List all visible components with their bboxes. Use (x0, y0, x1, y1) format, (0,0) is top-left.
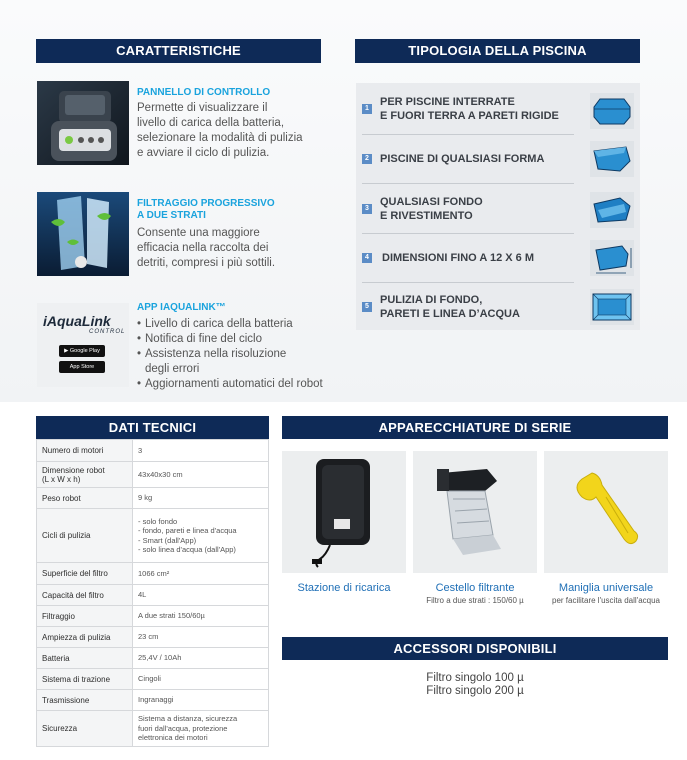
spec-value: Ingranaggi (133, 690, 269, 711)
list-item: • Aggiornamenti automatici del robot (137, 377, 352, 392)
app-store-badge[interactable] (59, 361, 105, 373)
pool-type-label (380, 195, 483, 223)
table-row (37, 440, 269, 462)
table-row (37, 488, 269, 509)
table-row (37, 585, 269, 606)
pool-types-header: TIPOLOGIA DELLA PISCINA (355, 39, 640, 63)
spec-value (133, 509, 269, 563)
tech-data-table (36, 439, 269, 747)
google-play-label: Google Play (69, 348, 100, 354)
universal-handle-image (544, 451, 668, 573)
pool-type-number: 4 (362, 253, 372, 263)
spec-value-line: fuori dall'acqua, protezione (138, 723, 228, 733)
app-store-label: App Store (69, 364, 95, 370)
feature-list-app (137, 317, 352, 392)
feature-text-filtration (137, 226, 327, 271)
spec-value: 3 (133, 440, 269, 462)
spec-value-line: elettronica dei motori (138, 733, 208, 743)
pool-type-number: 3 (362, 204, 372, 214)
spec-value: Cingoli (133, 669, 269, 690)
pool-type-number: 5 (362, 302, 372, 312)
iaqualink-logo: iAquaLink (43, 313, 111, 329)
equipment-name-universal-handle: Maniglia universale (558, 582, 654, 594)
spec-key: Ampiezza di pulizia (37, 627, 133, 648)
accessories-list (282, 672, 668, 698)
pool-type-label (380, 152, 544, 166)
pool-type-row (362, 136, 574, 182)
table-row (37, 690, 269, 711)
control-panel-image (37, 81, 129, 165)
spec-value-line: - solo linea d'acqua (dall'App) (138, 545, 236, 554)
spec-value: 43x40x30 cm (133, 462, 269, 488)
equipment-name-charging-station: Stazione di ricarica (297, 582, 391, 594)
table-row (37, 669, 269, 690)
pool-type-label (382, 251, 534, 265)
feature-text-control-panel (137, 101, 327, 161)
pool-type-line: E RIVESTIMENTO (380, 210, 473, 222)
list-item-continuation: degli errori (145, 363, 200, 375)
spec-value: 23 cm (133, 627, 269, 648)
iaqualink-app-image (37, 303, 129, 387)
spec-key: Numero di motori (37, 440, 133, 462)
spec-key: Cicli di pulizia (37, 509, 133, 563)
pool-type-row (362, 235, 574, 281)
accessory-item: Filtro singolo 100 µ (426, 672, 524, 684)
spec-key: Filtraggio (37, 606, 133, 627)
iaqualink-logo-sub: CONTROL (89, 329, 126, 335)
feature-title-line: FILTRAGGIO PROGRESSIVO (137, 198, 275, 209)
spec-value: 25,4V / 10Ah (133, 648, 269, 669)
spec-key: Peso robot (37, 488, 133, 509)
characteristics-header: CARATTERISTICHE (36, 39, 321, 63)
table-row (37, 627, 269, 648)
round-pool-icon (590, 93, 634, 129)
feature-title-filtration (137, 198, 275, 222)
spec-key-line: (L x W x h) (42, 474, 81, 484)
pool-type-line: DIMENSIONI FINO A 12 X 6 M (382, 252, 534, 264)
tech-data-header: DATI TECNICI (36, 416, 269, 439)
feature-title-line: A DUE STRATI (137, 210, 206, 221)
spec-value-line: - fondo, pareti e linea d'acqua (138, 526, 237, 535)
spec-key (37, 462, 133, 488)
pool-type-number: 2 (362, 154, 372, 164)
pool-type-row (362, 284, 574, 330)
pool-type-number: 1 (362, 104, 372, 114)
pool-type-line: E FUORI TERRA A PARETI RIGIDE (380, 110, 559, 122)
equipment-sub-universal-handle: per facilitare l'uscita dall'acqua (552, 596, 660, 605)
spec-key: Sistema di trazione (37, 669, 133, 690)
equipment-sub-filter-basket: Filtro a due strati : 150/60 µ (426, 596, 524, 605)
filtration-image (37, 192, 129, 276)
pool-type-label (380, 95, 559, 123)
feature-line: Consente una maggiore (137, 227, 260, 239)
pool-type-line: QUALSIASI FONDO (380, 196, 483, 208)
spec-value-line: - solo fondo (138, 516, 178, 526)
equipment-name-filter-basket: Cestello filtrante (435, 582, 515, 594)
feature-title-control-panel: PANNELLO DI CONTROLLO (137, 87, 271, 98)
table-row (37, 711, 269, 747)
feature-line: Permette di visualizzare il (137, 102, 268, 114)
feature-line: selezionare la modalità di pulizia (137, 132, 303, 144)
spec-key: Superficie del filtro (37, 563, 133, 585)
spec-value: A due strati 150/60µ (133, 606, 269, 627)
pool-type-line: PISCINE DI QUALSIASI FORMA (380, 153, 545, 165)
list-item-text: Assistenza nella risoluzione (145, 348, 287, 360)
pool-type-row (362, 186, 574, 232)
pool-walls-icon (590, 289, 634, 325)
spec-value: 9 kg (133, 488, 269, 509)
list-item: • Notifica di fine del ciclo (137, 332, 352, 347)
feature-line: livello di carica della batteria, (137, 117, 285, 129)
divider (362, 233, 574, 234)
spec-value-line: Sistema a distanza, sicurezza (138, 714, 238, 724)
google-play-badge[interactable]: ▶ Google Play (59, 345, 105, 357)
pool-type-label (380, 293, 520, 321)
spec-value: 1066 cm² (133, 563, 269, 585)
accessory-item: Filtro singolo 200 µ (426, 685, 524, 697)
table-row (37, 509, 269, 563)
pool-type-line: PARETI E LINEA D’ACQUA (380, 308, 520, 320)
pool-dimensions-icon (590, 240, 634, 276)
divider (362, 183, 574, 184)
list-item (137, 347, 352, 377)
accessories-header: ACCESSORI DISPONIBILI (282, 637, 668, 660)
table-row (37, 462, 269, 488)
list-item: • Livello di carica della batteria (137, 317, 352, 332)
standard-equipment-header: APPARECCHIATURE DI SERIE (282, 416, 668, 439)
divider (362, 282, 574, 283)
pool-type-line: PULIZIA DI FONDO, (380, 294, 483, 306)
charging-station-image (282, 451, 406, 573)
divider (362, 134, 574, 135)
spec-value-line: - Smart (dall'App) (138, 535, 197, 545)
table-row (37, 648, 269, 669)
freeform-pool-icon (590, 141, 634, 177)
spec-value (133, 711, 269, 747)
spec-key: Sicurezza (37, 711, 133, 747)
feature-line: e avviare il ciclo di pulizia. (137, 147, 270, 159)
pool-type-row (362, 86, 574, 132)
filter-basket-image (413, 451, 537, 573)
spec-key: Batteria (37, 648, 133, 669)
spec-value: 4L (133, 585, 269, 606)
feature-title-app: APP IAQUALINK™ (137, 302, 226, 313)
table-row (37, 563, 269, 585)
pool-type-line: PER PISCINE INTERRATE (380, 96, 515, 108)
spec-key: Capacità del filtro (37, 585, 133, 606)
spec-key-line: Dimensione robot (42, 465, 105, 475)
spec-key: Trasmissione (37, 690, 133, 711)
feature-line: efficacia nella raccolta dei (137, 242, 269, 254)
pool-floor-icon (590, 192, 634, 228)
feature-line: detriti, compresi i più sottili. (137, 257, 276, 269)
table-row (37, 606, 269, 627)
